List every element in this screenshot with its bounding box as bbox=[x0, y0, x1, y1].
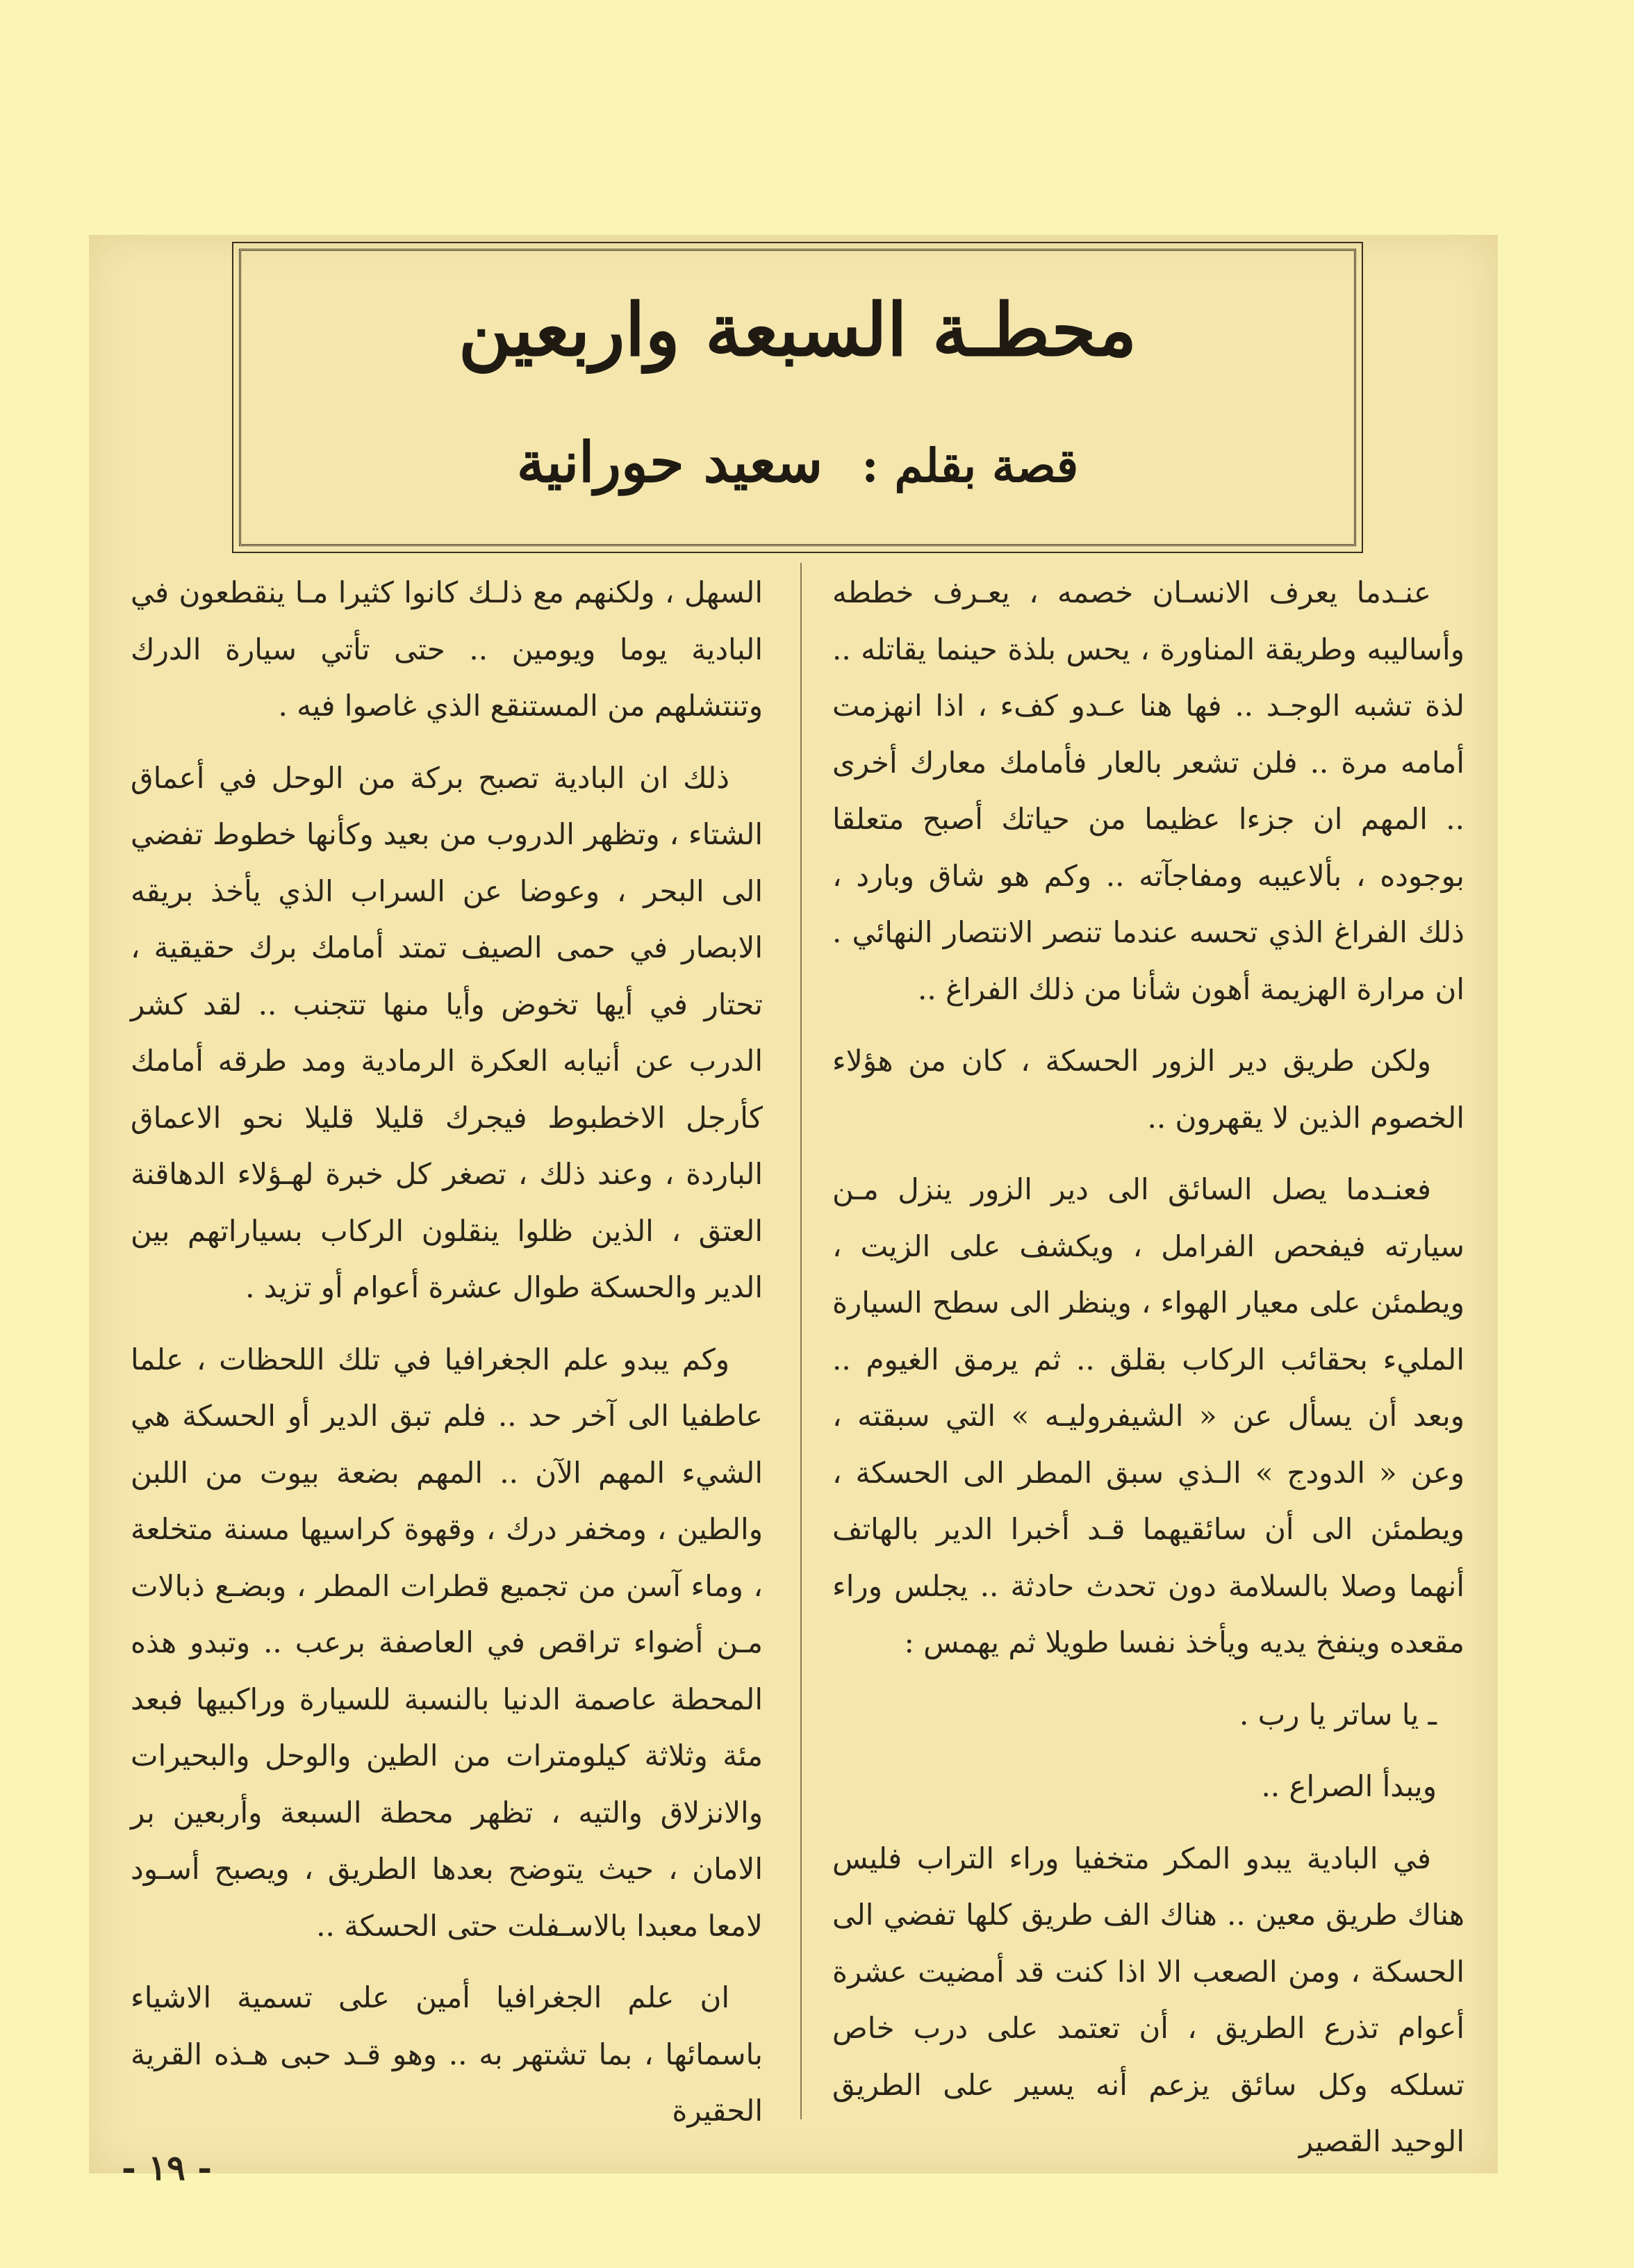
right-column bbox=[832, 564, 1464, 2185]
paragraph: فعنـدما يصل السائق الى دير الزور ينزل مـن سيارته فيفحص الفرامل ، ويكشف على الزيت ، ويطمئن على معيار الهواء ، وينظر الى سطح السيارة المليء بحقائب الركاب بقلق .. ثم يرمق الغيوم .. وبعد أن يسأل عن « الشيفروليـه » التي سبقته ، وعن « الدودج » الـذي سبق المطر الى الحسكة ، ويطمئن الى أن سائقيهما قـد أخبرا الدير بالهاتف أنهما وصلا بالسلامة دون تحدث حادثة .. يجلس وراء مقعده وينفخ يديه ويأخذ نفسا طويلا ثم يهمس : bbox=[832, 1172, 1464, 1659]
paragraph: ولكن طريق دير الزور الحسكة ، كان من هؤلاء الخصوم الذين لا يقهرون .. bbox=[832, 1044, 1464, 1135]
paragraph: ذلك ان البادية تصبح بركة من الوحل في أعماق الشتاء ، وتظهر الدروب من بعيد وكأنها خطوط تفضي الى البحر ، وعوضا عن السراب الذي يأخذ بريقه الابصار في حمى الصيف تمتد أمامك برك حقيقية ، تحتار في أيها تخوض وأيا منها تتجنب .. لقد كشر الدرب عن أنيابه العكرة الرمادية ومد طرقه أمامك كأرجل الاخطبوط فيجرك قليلا قليلا نحو الاعماق الباردة ، وعند ذلك ، تصغر كل خبرة لهـؤلاء الدهاقنة العتق ، الذين ظلوا ينقلون الركاب بسياراتهم بين الدير والحسكة طوال عشرة أعوام أو تزيد . bbox=[131, 760, 763, 1304]
paragraph: وكم يبدو علم الجغرافيا في تلك اللحظات ، علما عاطفيا الى آخر حد .. فلم تبق الدير أو الحسكة هي الشيء المهم الآن .. المهم بضعة بيوت من اللبن والطين ، ومخفر درك ، وقهوة كراسيها مسنة متخلعة ، وماء آسن من تجميع قطرات المطر ، وبضـع ذبالات مـن أضواء تراقص في العاصفة برعب .. وتبدو هذه المحطة عاصمة الدنيا بالنسبة للسيارة وراكبيها فبعد مئة وثلاثة كيلومترات من الطين والوحل والبحيرات والانزلاق والتيه ، تظهر محطة السبعة وأربعين بر الامان ، حيث يتوضح بعدها الطريق ، ويصبح أسـود لامعا معبدا بالاسـفلت حتى الحسكة .. bbox=[131, 1342, 763, 1943]
byline bbox=[239, 424, 1356, 504]
paragraph: السهل ، ولكنهم مع ذلـك كانوا كثيرا مـا ينقطعون في البادية يوما ويومين .. حتى تأتي سيارة الدرك وتنتشلهم من المستنقع الذي غاصوا فيه . bbox=[131, 575, 763, 723]
byline-prefix: قصة بقلم : bbox=[861, 438, 1079, 493]
left-column bbox=[131, 564, 763, 2155]
column-divider bbox=[800, 563, 802, 2119]
struggle-line: ويبدأ الصراع .. bbox=[1261, 1769, 1437, 1803]
paragraph: ان علم الجغرافيا أمين على تسمية الاشياء باسمائها ، بما تشتهر به .. وهو قـد حبى هـذه القرية الحقيرة bbox=[131, 1980, 763, 2128]
paragraph: في البادية يبدو المكر متخفيا وراء التراب فليس هناك طريق معين .. هناك الف طريق كلها تفضي الى الحسكة ، ومن الصعب الا اذا كنت قد أمضيت عشرة أعوام تذرع الطريق ، أن تعتمد على درب خاص تسلكه وكل سائق يزعم أنه يسير على الطريق الوحيد القصير bbox=[832, 1841, 1465, 2158]
page-number: - ١٩ - bbox=[121, 2147, 213, 2188]
paragraph: عنـدما يعرف الانسـان خصمه ، يعـرف خططه وأساليبه وطريقة المناورة ، يحس بلذة حينما يقاتله .. لذة تشبه الوجـد .. فها هنا عـدو كفء ، اذا انهزمت أمامه مرة .. فلن تشعر بالعار فأمامك معارك أخرى .. المهم ان جزءا عظيما من حياتك أصبح متعلقا بوجوده ، بألاعيبه ومفاجآته .. وكم هو شاق وبارد ، ذلك الفراغ الذي تحسه عندما تنصر الانتصار النهائي . ان مرارة الهزيمة أهون شأنا من ذلك الفراغ .. bbox=[832, 575, 1464, 1006]
dialogue-line: ـ يا ساتر يا رب . bbox=[1239, 1697, 1437, 1732]
author-name: سعيد حورانية bbox=[516, 429, 823, 495]
article-title: محطـة السبعة واربعين bbox=[458, 287, 1137, 372]
